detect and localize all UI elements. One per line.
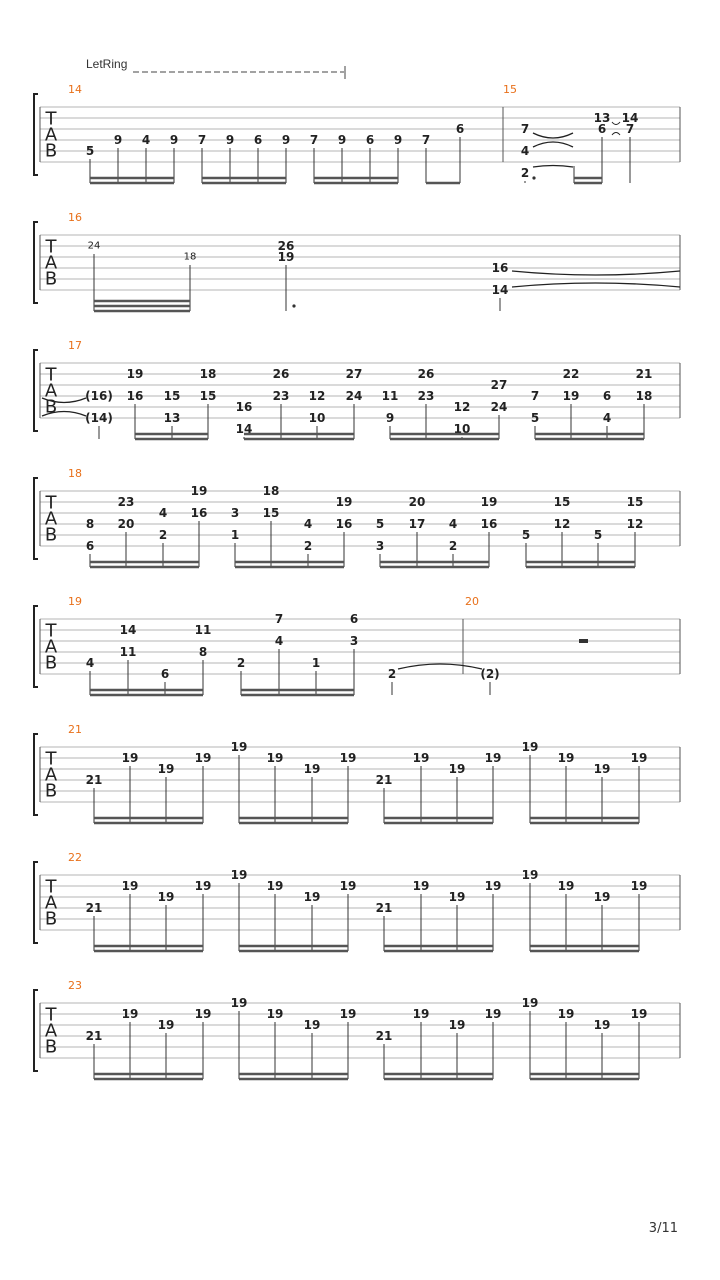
fret-number: 8 — [85, 517, 95, 531]
fret-number: 19 — [448, 890, 466, 904]
fret-number: 19 — [126, 367, 144, 381]
fret-number: 16 — [190, 506, 208, 520]
fret-number: 7 — [421, 133, 431, 147]
measure-number: 19 — [68, 595, 82, 608]
fret-number: 3 — [230, 506, 240, 520]
fret-number: 2 — [303, 539, 313, 553]
tab-clef-letter: B — [44, 268, 58, 290]
fret-number: 19 — [593, 762, 611, 776]
fret-number: 19 — [412, 751, 430, 765]
fret-number: 2 — [520, 166, 530, 180]
fret-number: 19 — [630, 1007, 648, 1021]
letring-label: LetRing — [86, 57, 128, 71]
fret-number: 12 — [626, 517, 644, 531]
slur — [533, 133, 573, 138]
fret-number: 18 — [199, 367, 217, 381]
fret-number: 14 — [119, 623, 137, 637]
fret-number: 4 — [85, 656, 95, 670]
system-bracket — [34, 222, 38, 303]
fret-number: 19 — [194, 879, 212, 893]
fret-number: 6 — [597, 122, 607, 136]
fret-number: (16) — [85, 389, 113, 403]
fret-number: 8 — [198, 645, 208, 659]
fret-number: 21 — [635, 367, 653, 381]
fret-number: 4 — [141, 133, 151, 147]
fret-number: 18 — [262, 484, 280, 498]
fret-number: 17 — [408, 517, 426, 531]
fret-number: 21 — [85, 1029, 103, 1043]
fret-number: 19 — [121, 879, 139, 893]
fret-number: 16 — [235, 400, 253, 414]
fret-number: 19 — [230, 868, 248, 882]
tab-clef-letter: T — [45, 876, 57, 898]
fret-number: 2 — [158, 528, 168, 542]
slur — [533, 142, 573, 147]
fret-number: 15 — [262, 506, 280, 520]
fret-number: 26 — [417, 367, 435, 381]
system-bracket — [34, 94, 38, 175]
fret-number: 19 — [230, 740, 248, 754]
fret-number: 15 — [163, 389, 181, 403]
fret-number: 23 — [272, 389, 290, 403]
fret-number: 19 — [521, 868, 539, 882]
fret-number: 26 — [272, 367, 290, 381]
fret-number: 24 — [345, 389, 363, 403]
fret-number: 12 — [553, 517, 571, 531]
tab-clef-letter: A — [44, 764, 58, 786]
fret-number: 3 — [375, 539, 385, 553]
tab-clef-letter: B — [44, 908, 58, 930]
tie — [398, 664, 482, 669]
tab-clef-letter: A — [44, 124, 58, 146]
fret-number: 19 — [480, 495, 498, 509]
tab-clef-letter: T — [45, 1004, 57, 1026]
fret-number: 14 — [621, 111, 639, 125]
fret-number: 20 — [117, 517, 135, 531]
fret-number: 9 — [169, 133, 179, 147]
fret-number: 26 — [277, 239, 295, 253]
fret-number: 10 — [308, 411, 326, 425]
fret-number: 24 — [490, 400, 508, 414]
fret-number: 14 — [235, 422, 253, 436]
fret-number: 16 — [126, 389, 144, 403]
measure-number: 14 — [68, 83, 82, 96]
fret-number: 4 — [303, 517, 313, 531]
fret-number: 21 — [85, 901, 103, 915]
fret-number: 19 — [557, 751, 575, 765]
fret-number: 23 — [117, 495, 135, 509]
rest — [579, 639, 588, 643]
fret-number: 9 — [113, 133, 123, 147]
fret-number: 6 — [85, 539, 95, 553]
system-bracket — [34, 478, 38, 559]
fret-number: 14 — [491, 283, 509, 297]
fret-number: 22 — [562, 367, 580, 381]
tab-clef-letter: B — [44, 780, 58, 802]
fret-number: 27 — [345, 367, 363, 381]
fret-number: 19 — [303, 1018, 321, 1032]
tab-clef-letter: A — [44, 636, 58, 658]
tab-clef-letter: T — [45, 108, 57, 130]
fret-number: 19 — [303, 890, 321, 904]
measure-number: 18 — [68, 467, 82, 480]
tab-clef-letter: T — [45, 236, 57, 258]
fret-number: 19 — [562, 389, 580, 403]
tab-clef-letter: T — [45, 748, 57, 770]
fret-number: 19 — [521, 996, 539, 1010]
fret-number: 7 — [274, 612, 284, 626]
fret-number: 5 — [521, 528, 531, 542]
fret-number: 9 — [225, 133, 235, 147]
fret-number: 5 — [593, 528, 603, 542]
fret-number: 19 — [593, 890, 611, 904]
measure-number: 22 — [68, 851, 82, 864]
tab-clef-letter: B — [44, 396, 58, 418]
dot — [532, 176, 535, 179]
measure-number: 21 — [68, 723, 82, 736]
fret-number: 7 — [309, 133, 319, 147]
fret-number: 19 — [448, 1018, 466, 1032]
fret-number: 11 — [119, 645, 137, 659]
tab-clef-letter: T — [45, 492, 57, 514]
fret-number: 6 — [349, 612, 359, 626]
fret-number: 10 — [453, 422, 471, 436]
fret-number: 6 — [602, 389, 612, 403]
fret-number: 19 — [412, 879, 430, 893]
tab-clef-letter: B — [44, 524, 58, 546]
system-bracket — [34, 606, 38, 687]
tab-clef-letter: B — [44, 652, 58, 674]
system-bracket — [34, 990, 38, 1071]
fret-number: 19 — [412, 1007, 430, 1021]
fret-number: 2 — [448, 539, 458, 553]
fret-number: 7 — [625, 122, 635, 136]
fret-number: 27 — [490, 378, 508, 392]
fret-number: 18 — [183, 251, 197, 263]
fret-number: 6 — [160, 667, 170, 681]
tie — [612, 133, 620, 136]
dot — [292, 304, 295, 307]
fret-number: 19 — [266, 1007, 284, 1021]
tab-clef-letter: A — [44, 1020, 58, 1042]
fret-number: 4 — [448, 517, 458, 531]
measure-number: 23 — [68, 979, 82, 992]
slur — [512, 271, 680, 275]
fret-number: 19 — [121, 751, 139, 765]
fret-number: 1 — [311, 656, 321, 670]
fret-number: 19 — [593, 1018, 611, 1032]
fret-number: 19 — [630, 879, 648, 893]
tab-clef-letter: B — [44, 140, 58, 162]
fret-number: 7 — [530, 389, 540, 403]
fret-number: 12 — [308, 389, 326, 403]
fret-number: 19 — [157, 890, 175, 904]
measure-number: 17 — [68, 339, 82, 352]
tab-clef-letter: B — [44, 1036, 58, 1058]
fret-number: 5 — [85, 144, 95, 158]
fret-number: 19 — [277, 250, 295, 264]
system-bracket — [34, 350, 38, 431]
fret-number: 5 — [375, 517, 385, 531]
system-bracket — [34, 862, 38, 943]
tab-clef-letter: T — [45, 620, 57, 642]
slur — [512, 283, 680, 287]
measure-number: 16 — [68, 211, 82, 224]
fret-number: 11 — [381, 389, 399, 403]
fret-number: 19 — [266, 751, 284, 765]
measure-number: 15 — [503, 83, 517, 96]
fret-number: 19 — [484, 751, 502, 765]
fret-number: 15 — [626, 495, 644, 509]
tab-clef-letter: A — [44, 508, 58, 530]
fret-number: 19 — [194, 751, 212, 765]
fret-number: 4 — [520, 144, 530, 158]
tab-clef-letter: T — [45, 364, 57, 386]
fret-number: 19 — [521, 740, 539, 754]
tie — [612, 122, 620, 125]
fret-number: 19 — [339, 1007, 357, 1021]
fret-number: 9 — [393, 133, 403, 147]
fret-number: 15 — [199, 389, 217, 403]
fret-number: 6 — [253, 133, 263, 147]
fret-number: 19 — [194, 1007, 212, 1021]
fret-number: 19 — [339, 879, 357, 893]
fret-number: 13 — [163, 411, 181, 425]
fret-number: 2 — [387, 667, 397, 681]
page-number: 3/11 — [648, 1221, 678, 1236]
fret-number: 19 — [630, 751, 648, 765]
fret-number: 19 — [557, 1007, 575, 1021]
fret-number: (2) — [480, 667, 500, 681]
fret-number: 19 — [335, 495, 353, 509]
fret-number: 1 — [230, 528, 240, 542]
fret-number: 4 — [274, 634, 284, 648]
fret-number: 18 — [635, 389, 653, 403]
system-bracket — [34, 734, 38, 815]
fret-number: 4 — [158, 506, 168, 520]
measure-number: 20 — [465, 595, 479, 608]
fret-number: 21 — [85, 773, 103, 787]
fret-number: 5 — [530, 411, 540, 425]
fret-number: 6 — [365, 133, 375, 147]
fret-number: 21 — [375, 1029, 393, 1043]
fret-number: 7 — [520, 122, 530, 136]
fret-number: 19 — [230, 996, 248, 1010]
fret-number: 9 — [281, 133, 291, 147]
fret-number: 19 — [448, 762, 466, 776]
tab-clef-letter: A — [44, 892, 58, 914]
fret-number: 19 — [190, 484, 208, 498]
fret-number: 24 — [87, 240, 101, 252]
fret-number: 19 — [484, 1007, 502, 1021]
fret-number: 16 — [480, 517, 498, 531]
fret-number: 19 — [157, 1018, 175, 1032]
fret-number: 11 — [194, 623, 212, 637]
fret-number: 9 — [337, 133, 347, 147]
fret-number: 13 — [593, 111, 611, 125]
fret-number: 19 — [557, 879, 575, 893]
fret-number: 20 — [408, 495, 426, 509]
fret-number: 21 — [375, 901, 393, 915]
fret-number: 2 — [236, 656, 246, 670]
fret-number: 9 — [385, 411, 395, 425]
fret-number: 4 — [602, 411, 612, 425]
fret-number: 23 — [417, 389, 435, 403]
tab-clef-letter: A — [44, 252, 58, 274]
slur — [533, 166, 573, 168]
fret-number: 6 — [455, 122, 465, 136]
fret-number: 15 — [553, 495, 571, 509]
fret-number: 19 — [121, 1007, 139, 1021]
fret-number: 7 — [197, 133, 207, 147]
fret-number: 3 — [349, 634, 359, 648]
fret-number: 21 — [375, 773, 393, 787]
fret-number: 19 — [157, 762, 175, 776]
fret-number: 16 — [335, 517, 353, 531]
fret-number: 16 — [491, 261, 509, 275]
fret-number: (14) — [85, 411, 113, 425]
fret-number: 19 — [339, 751, 357, 765]
fret-number: 19 — [266, 879, 284, 893]
tab-clef-letter: A — [44, 380, 58, 402]
fret-number: 19 — [484, 879, 502, 893]
fret-number: 12 — [453, 400, 471, 414]
fret-number: 19 — [303, 762, 321, 776]
